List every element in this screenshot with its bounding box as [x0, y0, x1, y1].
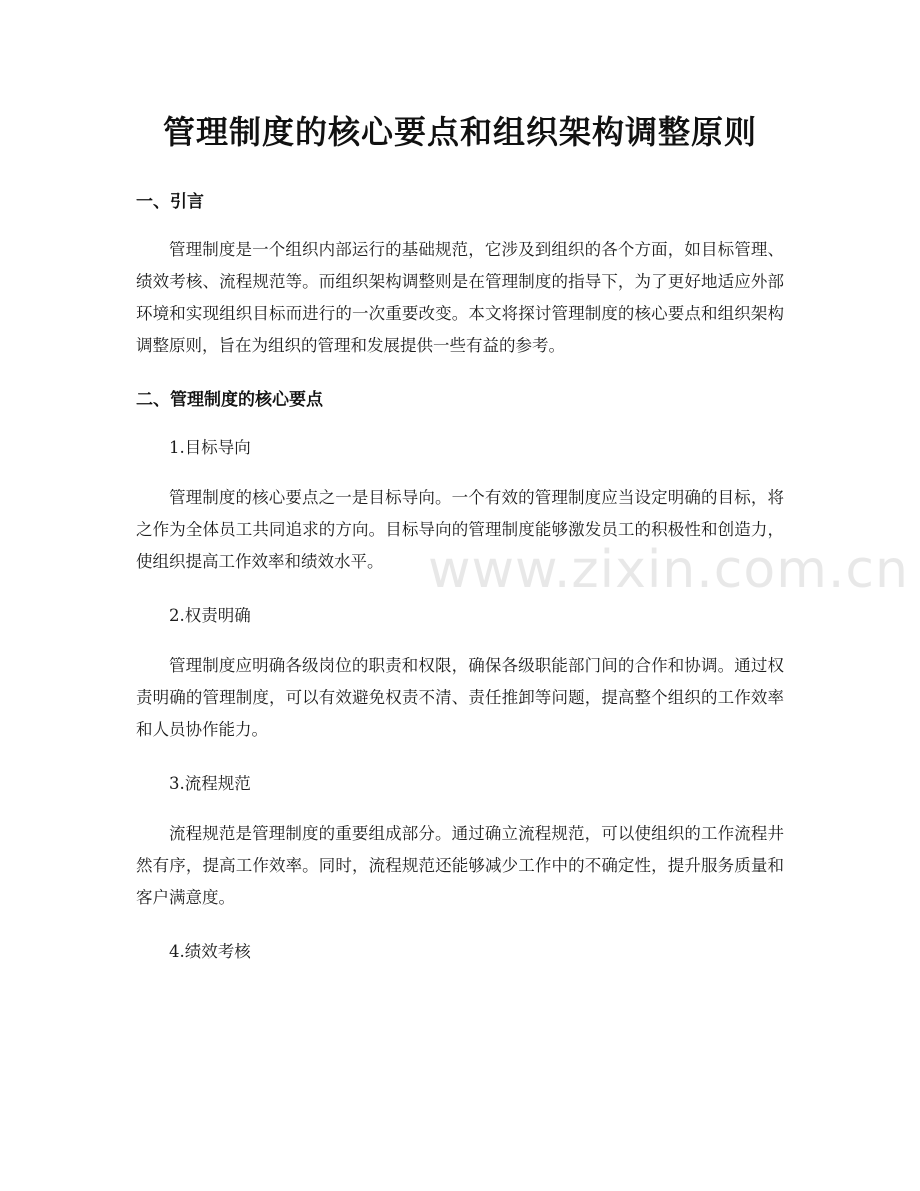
section-heading-intro: 一、引言	[136, 192, 204, 212]
subheading-performance-review: 4.绩效考核	[169, 942, 251, 961]
paragraph-clear-responsibility: 管理制度应明确各级岗位的职责和权限，确保各级职能部门间的合作和协调。通过权责明确的管理制度，可以有效避免权责不清、责任推卸等问题，提高整个组织的工作效率和人员协作能力。	[136, 656, 784, 739]
paragraph-goal-orientation: 管理制度的核心要点之一是目标导向。一个有效的管理制度应当设定明确的目标，将之作为全体员工共同追求的方向。目标导向的管理制度能够激发员工的积极性和创造力，使组织提高工作效率和绩效水平。	[136, 488, 784, 571]
subheading-process-standard: 3.流程规范	[169, 774, 251, 793]
document-body	[136, 186, 784, 968]
document-title: 管理制度的核心要点和组织架构调整原则	[162, 113, 757, 151]
watermark: www.zixin.com.cn	[428, 540, 909, 600]
intro-paragraph: 管理制度是一个组织内部运行的基础规范，它涉及到组织的各个方面，如目标管理、绩效考核、流程规范等。而组织架构调整则是在管理制度的指导下，为了更好地适应外部环境和实现组织目标而进行的一次重要改变。本文将探讨管理制度的核心要点和组织架构调整原则，旨在为组织的管理和发展提供一些有益的参考。	[136, 240, 784, 355]
paragraph-process-standard: 流程规范是管理制度的重要组成部分。通过确立流程规范，可以使组织的工作流程井然有序，提高工作效率。同时，流程规范还能够减少工作中的不确定性，提升服务质量和客户满意度。	[136, 824, 784, 907]
section-heading-core-points: 二、管理制度的核心要点	[136, 390, 323, 410]
subheading-goal-orientation: 1.目标导向	[169, 438, 251, 457]
subheading-clear-responsibility: 2.权责明确	[169, 606, 251, 625]
